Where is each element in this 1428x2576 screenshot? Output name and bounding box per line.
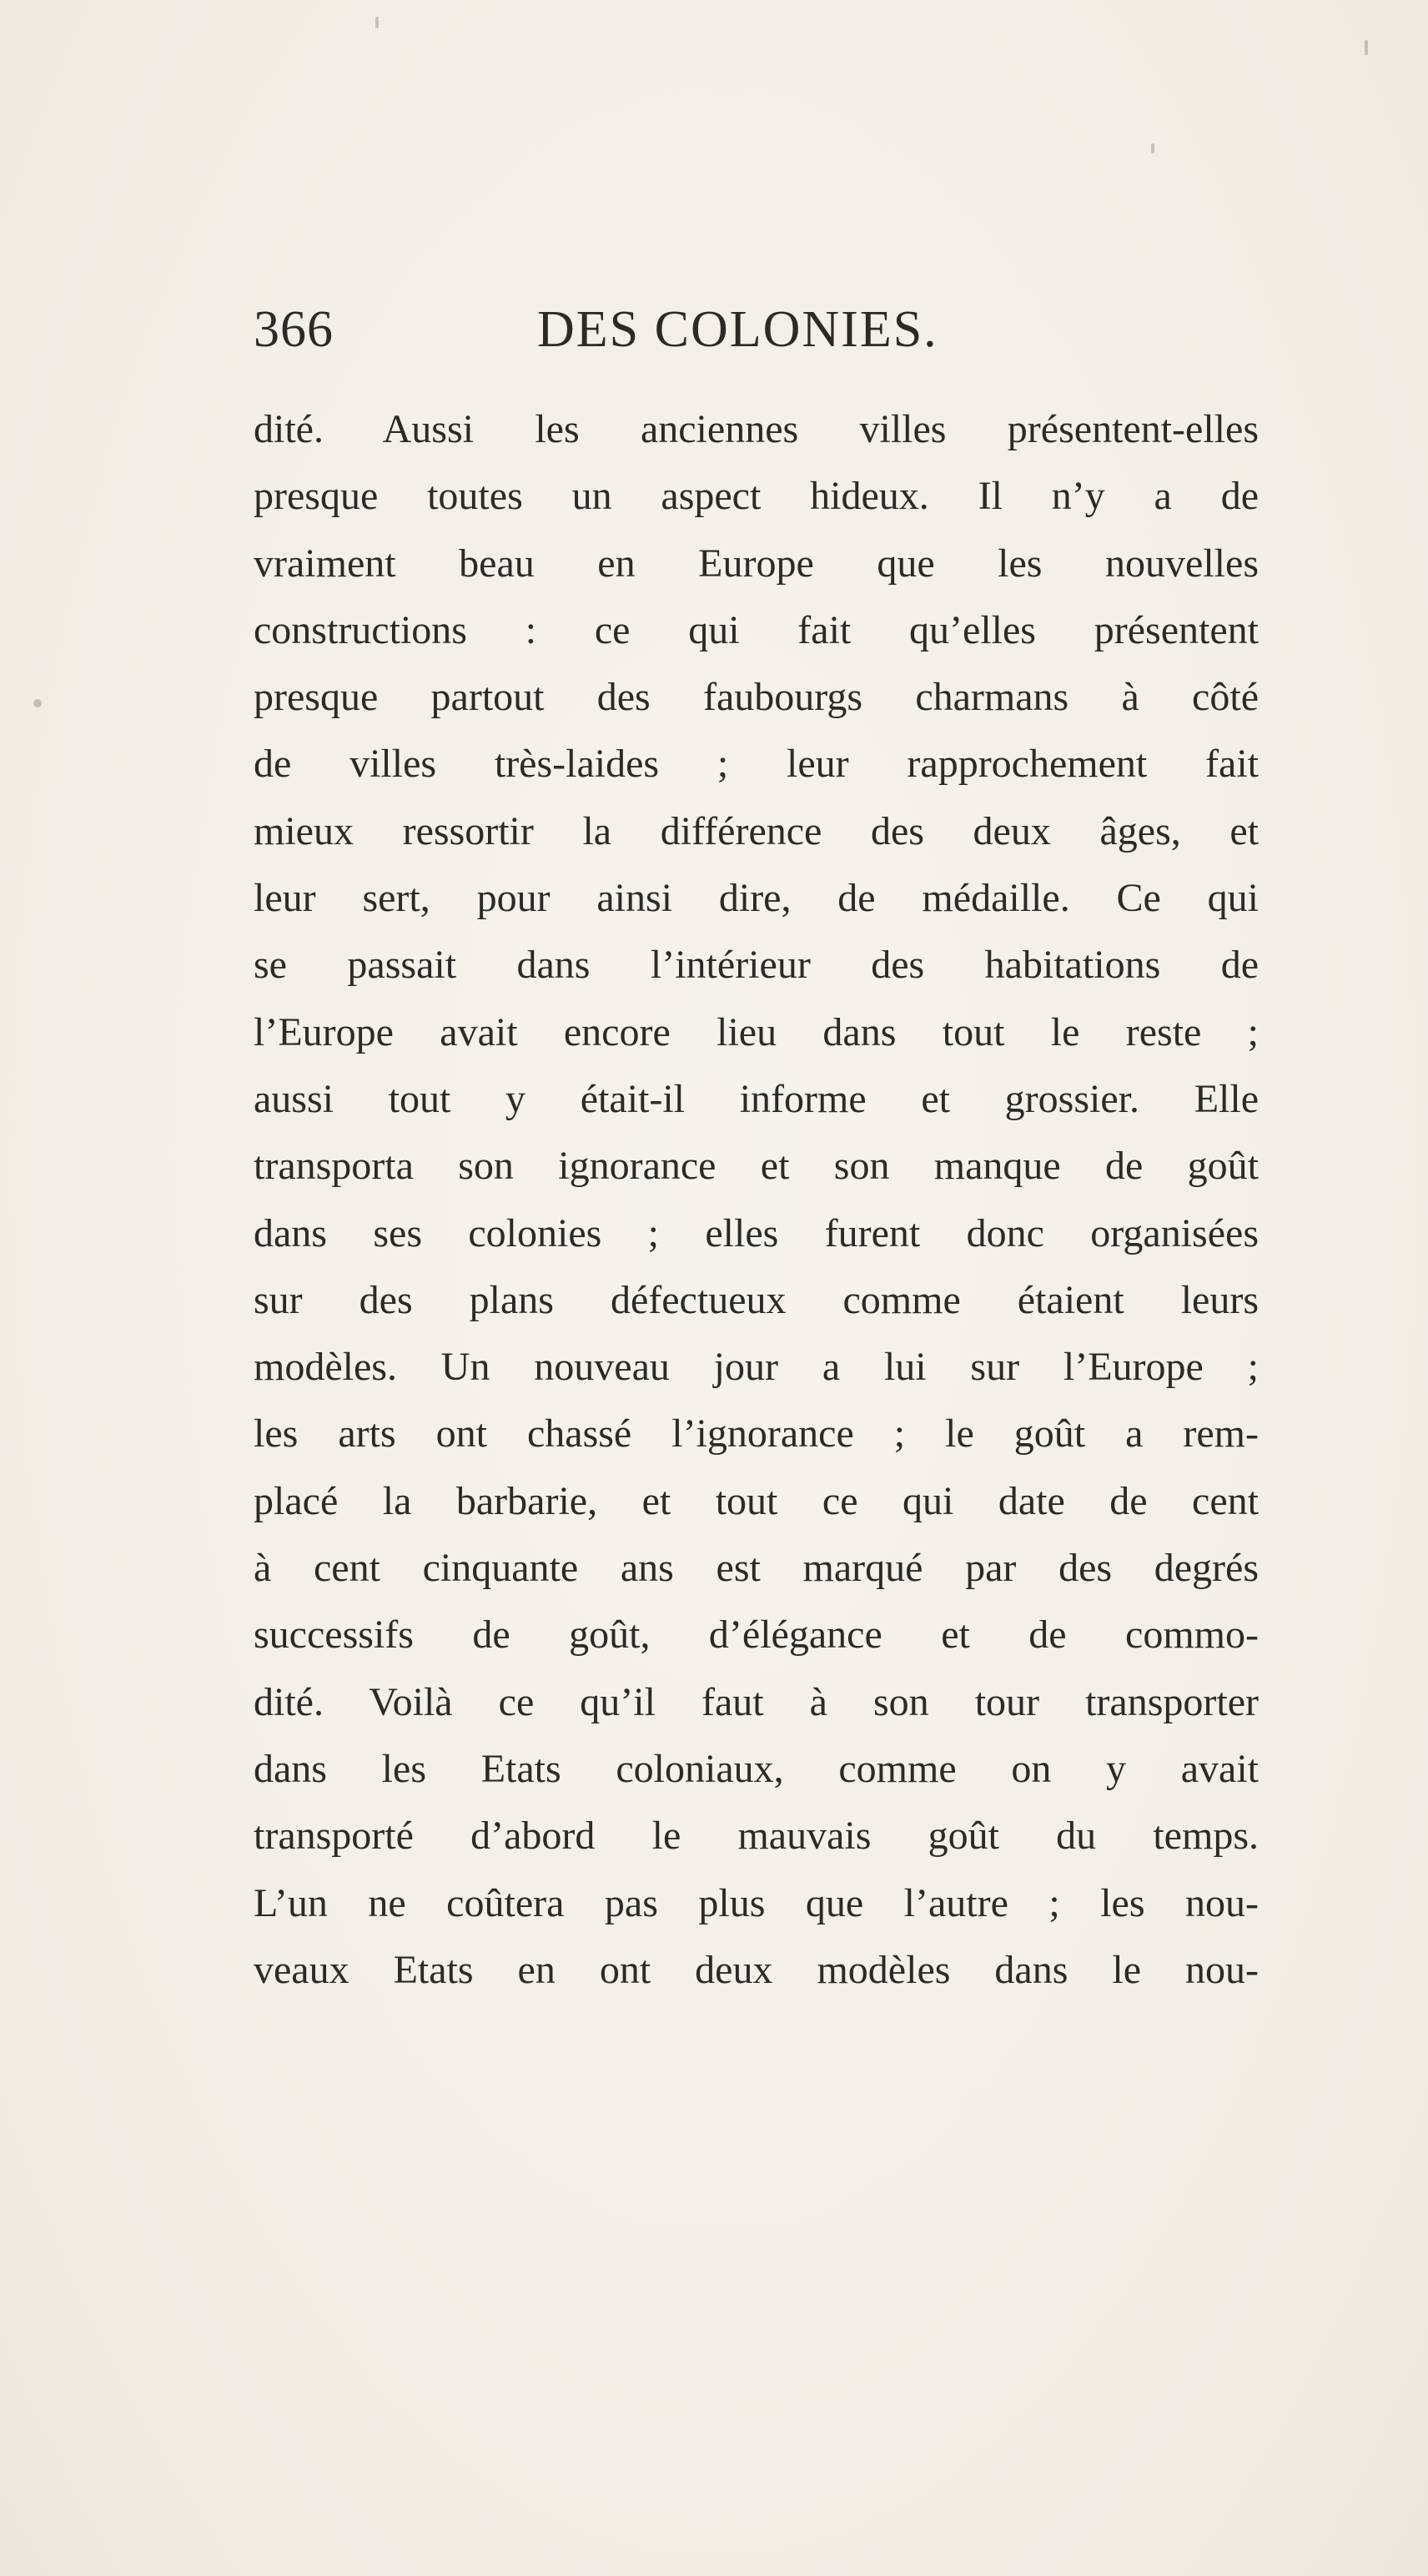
paper-speck — [375, 17, 379, 28]
text-line: successifs de goût, d’élégance et de commo- — [254, 1613, 1259, 1658]
text-line: l’Europe avait encore lieu dans tout le reste ; — [254, 1009, 1259, 1054]
paper-speck — [33, 699, 42, 707]
text-line: se passait dans l’intérieur des habitations de — [254, 943, 1259, 988]
text-line: aussi tout y était-il informe et grossier. Elle — [254, 1076, 1259, 1121]
body-text — [254, 396, 1259, 2004]
text-line: leur sert, pour ainsi dire, de médaille. Ce qui — [254, 876, 1259, 921]
paper-speck — [1151, 143, 1154, 153]
text-line: constructions : ce qui fait qu’elles présentent — [254, 607, 1259, 652]
running-title: DES COLONIES. — [537, 301, 938, 358]
text-line: dité. Voilà ce qu’il faut à son tour transporter — [254, 1679, 1259, 1724]
text-line: transporta son ignorance et son manque de goût — [254, 1144, 1259, 1189]
text-line: dans ses colonies ; elles furent donc organisées — [254, 1210, 1259, 1255]
text-line: placé la barbarie, et tout ce qui date de cent — [254, 1478, 1259, 1523]
page-header — [254, 296, 1004, 363]
text-line: presque partout des faubourgs charmans à côté — [254, 675, 1259, 720]
text-line: sur des plans défectueux comme étaient leurs — [254, 1277, 1259, 1322]
text-line: mieux ressortir la différence des deux âges, et — [254, 808, 1259, 853]
text-line: les arts ont chassé l’ignorance ; le goût a rem- — [254, 1411, 1259, 1457]
paper-speck — [1365, 40, 1368, 55]
text-line: à cent cinquante ans est marqué par des degrés — [254, 1546, 1259, 1591]
text-line: presque toutes un aspect hideux. Il n’y a de — [254, 474, 1259, 519]
text-line: veaux Etats en ont deux modèles dans le nou- — [254, 1947, 1259, 1992]
text-line: L’un ne coûtera pas plus que l’autre ; les nou- — [254, 1880, 1259, 1925]
text-line: de villes très-laides ; leur rapprochement fait — [254, 742, 1259, 787]
text-line: dans les Etats coloniaux, comme on y avait — [254, 1746, 1259, 1791]
text-line: transporté d’abord le mauvais goût du temps. — [254, 1814, 1259, 1859]
text-line: dité. Aussi les anciennes villes présentent-elles — [254, 407, 1259, 451]
page-number: 366 — [254, 301, 334, 358]
text-line: vraiment beau en Europe que les nouvelles — [254, 541, 1259, 586]
text-line: modèles. Un nouveau jour a lui sur l’Europe ; — [254, 1345, 1259, 1390]
